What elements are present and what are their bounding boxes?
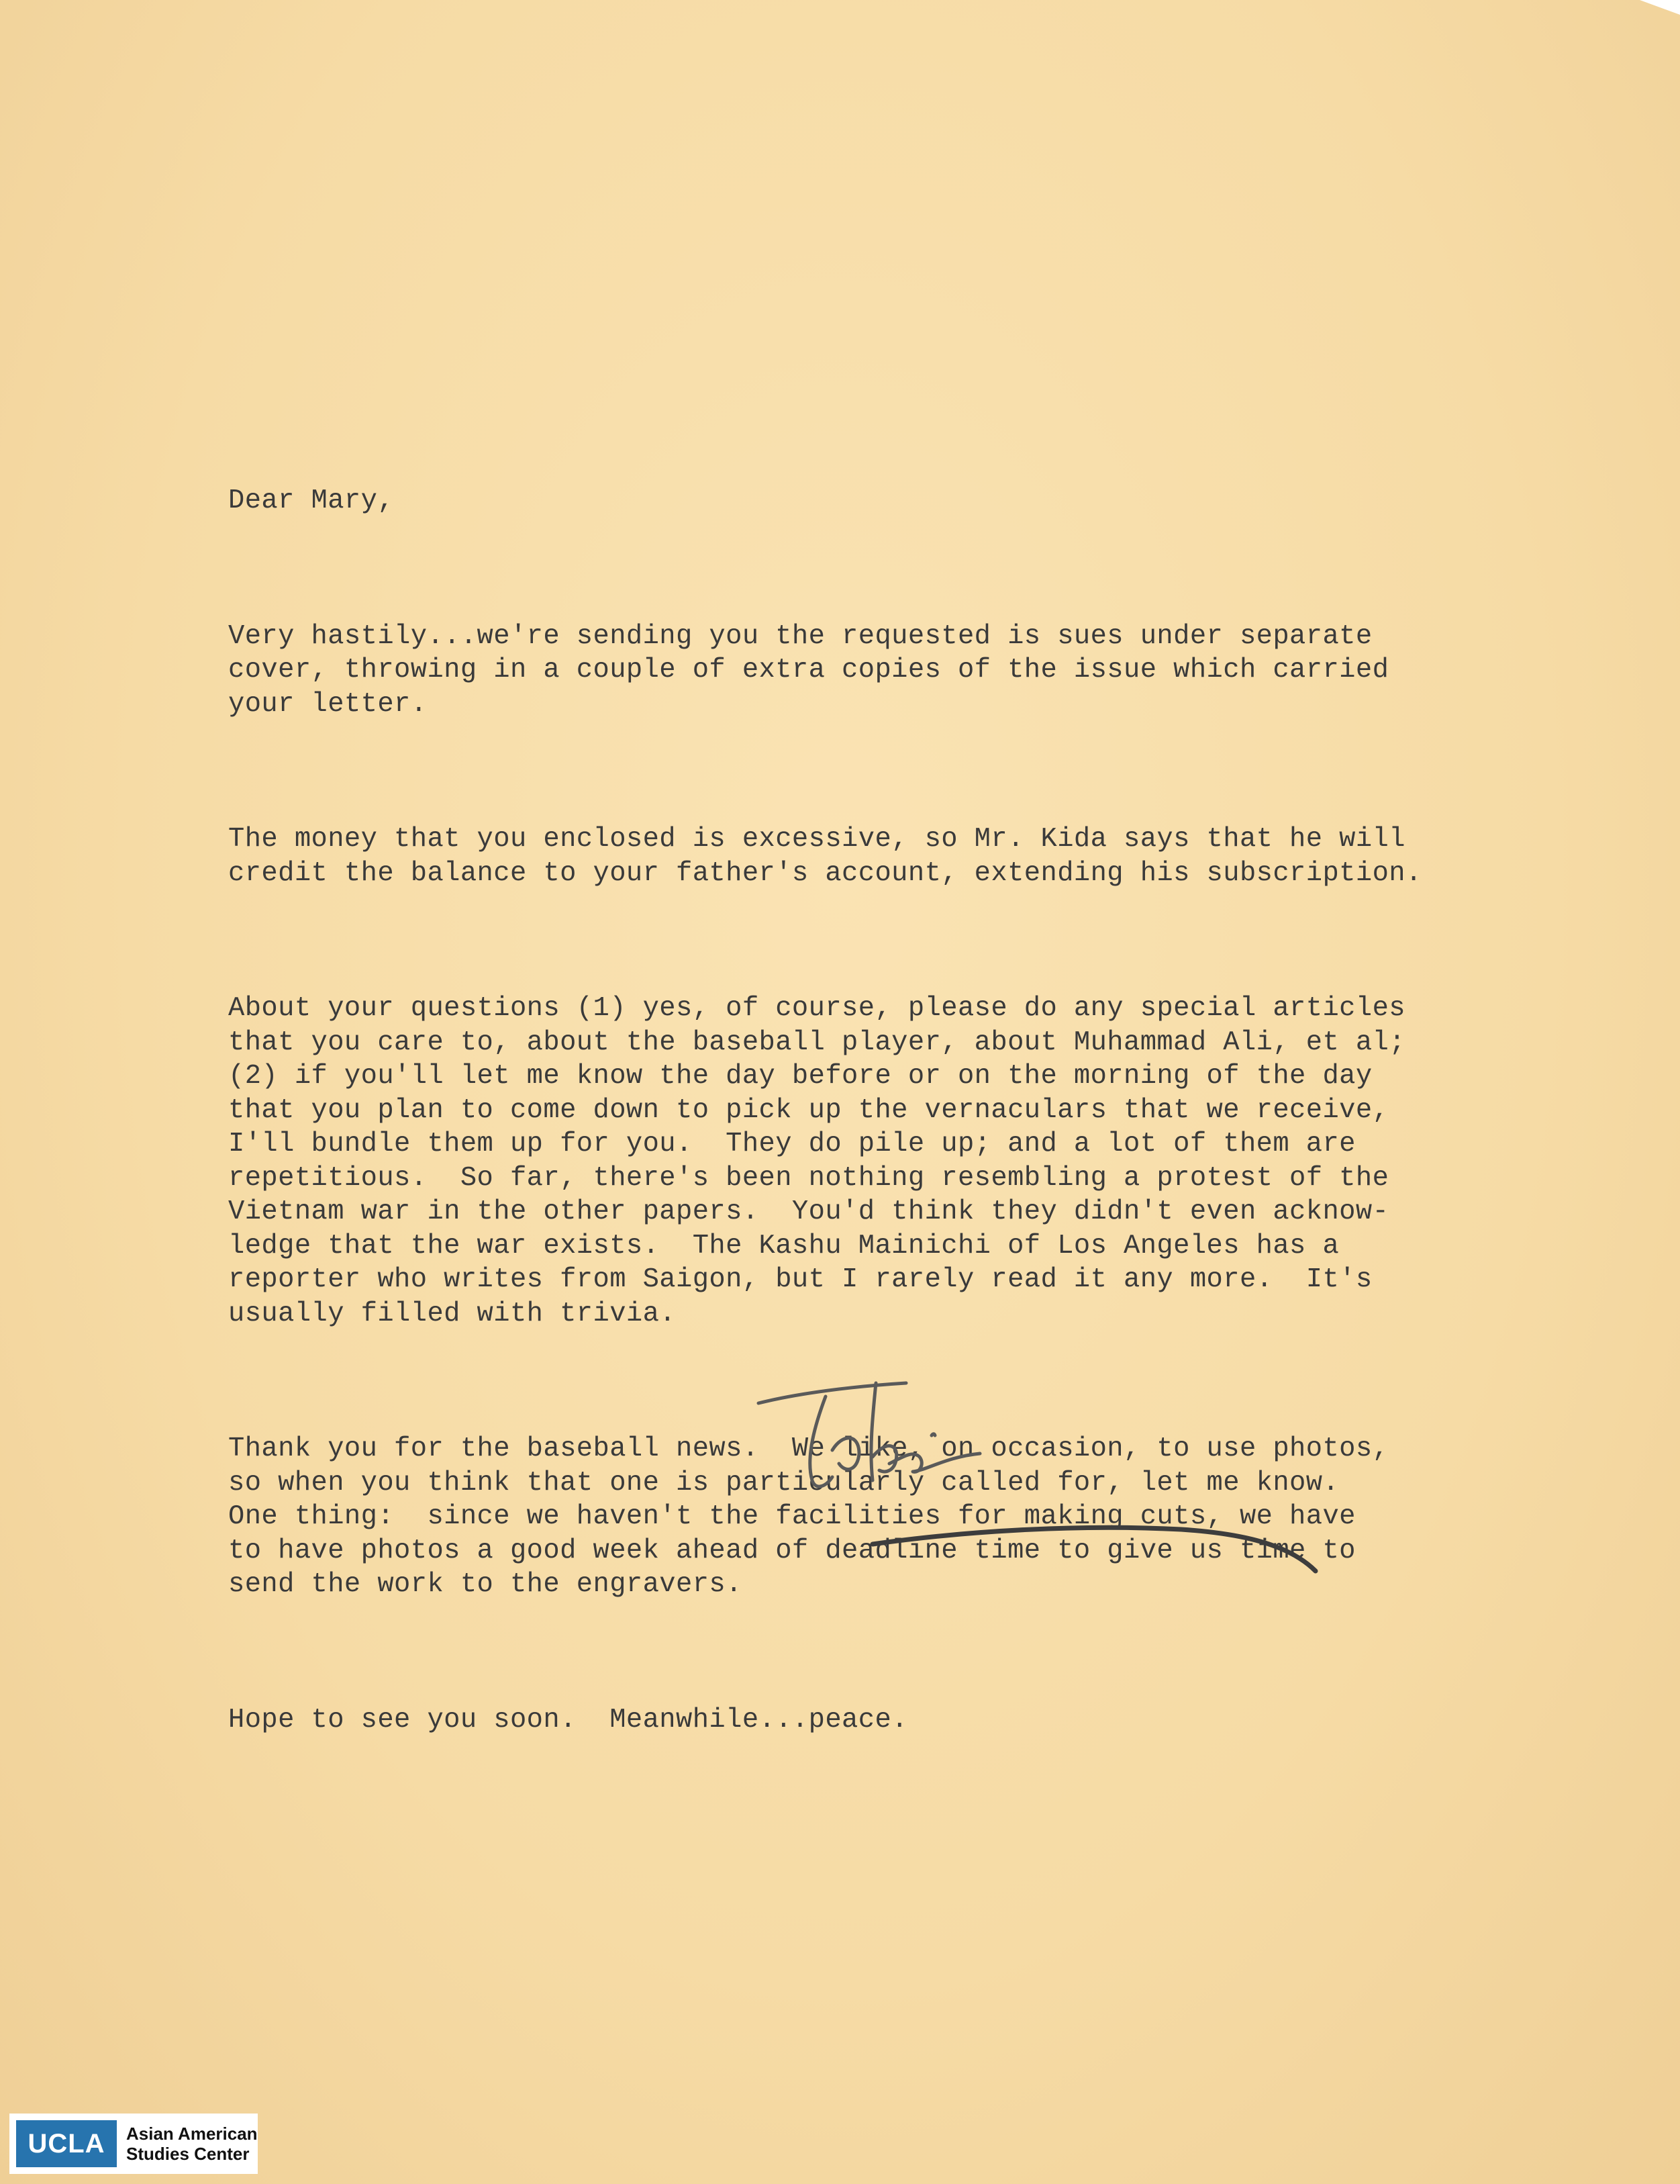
paragraph-3: About your questions (1) yes, of course, please do any special articles that you care to, about the baseball player, about Muhammad Ali, et al; (2) if you'll let me know the day before or on the morning of the day that you plan to come down to pick up the vernaculars that we receive, I'll bundle them up for you. They do pile up; and a lot of them are repetitious. So far, there's been nothing resembling a protest of the Vietnam war in the other papers. You'd think they didn't even acknow- ledge that the war exists. The Kashu Mainichi of Los Angeles has a reporter who writes from Saigon, but I rarely read it any more. It's usually filled with trivia. bbox=[228, 993, 1405, 1329]
ucla-asian-american-studies-logo bbox=[9, 2114, 258, 2174]
paragraph-2: The money that you enclosed is excessive, so Mr. Kida says that he will credit the balance to your father's account, extending his subscription. bbox=[228, 824, 1422, 889]
logo-text bbox=[126, 2124, 258, 2164]
paragraph-1: Very hastily...we're sending you the requested is sues under separate cover, throwing in a couple of extra copies of the issue which carried your letter. bbox=[228, 620, 1389, 720]
logo-line-1: Asian American bbox=[126, 2124, 258, 2144]
paragraph-4: Thank you for the baseball news. We like, on occasion, to use photos, so when you think that one is particularly called for, let me know. One thing: since we haven't the facilities for making cuts, we have to have photos a good week ahead of deadline time to give us time to send the work to the engravers. bbox=[228, 1433, 1389, 1600]
logo-line-2: Studies Center bbox=[126, 2144, 250, 2164]
ucla-badge: UCLA bbox=[16, 2120, 117, 2167]
salutation: Dear Mary, bbox=[228, 485, 395, 516]
handwritten-signature bbox=[752, 1356, 1020, 1504]
signature-underline bbox=[866, 1504, 1329, 1584]
letter-body bbox=[228, 416, 1503, 1805]
corner-tear bbox=[1640, 0, 1680, 15]
closing-line: Hope to see you soon. Meanwhile...peace. bbox=[228, 1704, 908, 1736]
